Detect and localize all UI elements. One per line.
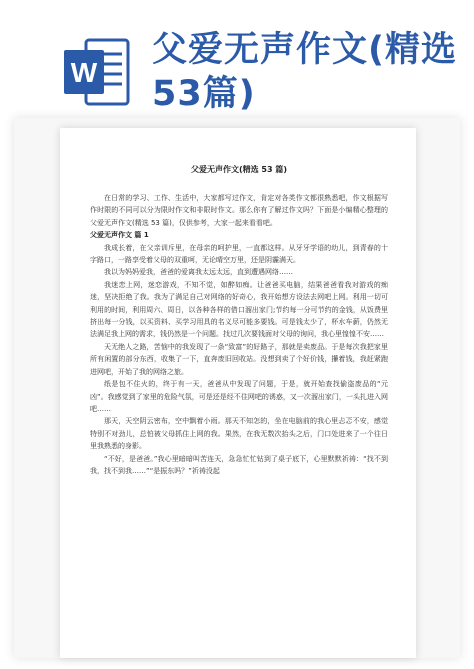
intro-paragraph: 在日常的学习、工作、生活中，大家都写过作文，肯定对各类作文都很熟悉吧，作文根据写作时限的不同可以分为限时作文和非限时作文。那么你有了解过作文吗？下面是小编精心整理的父爱无声作文(精选 53 篇)，仅供参考，大家一起来看看吧。 bbox=[90, 194, 388, 227]
section-title: 父爱无声作文 篇 1 bbox=[90, 231, 149, 240]
word-document-icon bbox=[62, 36, 132, 108]
document-page bbox=[60, 128, 416, 658]
paragraph: 天无绝人之路，苦恼中的我发现了一条“致富”的好路子，那就是卖废品。于是每次我把家里所有闲置的部分东西，收集了一下，直奔废旧回收站。没想到卖了个好价钱，攥着钱，我赶紧跑进网吧，开始了我的网络之旅。 bbox=[90, 342, 388, 376]
paragraph: 我以为妈妈爱我，爸爸的爱离我太远太远，直到遭遇网络…… bbox=[104, 268, 293, 277]
page-heading: 父爱无声作文(精选53篇) bbox=[152, 30, 457, 114]
word-logo-letter: W bbox=[70, 57, 98, 88]
paragraph: 我迷恋上网，迷恋游戏，不知不觉，如醉如痴。让爸爸买电脑，结果爸爸看我对游戏的痴迷，坚决拒绝了我。我为了满足自己对网络的好奇心，我开始想方设法去网吧上网。利用一切可利用的时间，利用周六、周日，以各种各样的借口溜出家门;节约每一分可节约的金钱，从饭费里挤出每一分钱，以买资料、买学习用具的名义尽可能多要钱。可是钱太少了，杯水车薪，仍然无法满足我上网的需求，钱仍然是一个问题。找过几次要钱面对父母的询问，我心里惶惶不安…… bbox=[90, 280, 388, 339]
banner bbox=[0, 0, 474, 130]
paragraph: 那天，天空阴云密布，空中飘着小雨。那天不知怎的，坐在电脑前的我心里忐忑不安，感觉特别不对劲儿，总怕被父母抓住上网的我。果然，在我无数次抬头之后，门口处进来了一个往日里我熟悉的身影。 bbox=[90, 417, 388, 451]
document-body bbox=[90, 164, 388, 477]
document-title: 父爱无声作文(精选 53 篇) bbox=[190, 165, 287, 174]
paragraph: 我成长着，在父亲训斥里，在母亲的呵护里，一直都这样。从牙牙学语的幼儿，到青春的十字路口，一路享受着父母的双重呵，无论晴空万里，还是阴霾满天。 bbox=[90, 243, 388, 265]
paragraph: “不好，是爸爸。”我心里暗暗叫苦连天，急急忙忙钻到了桌子底下，心里默默祈祷：“找不到我，找不到我……”“是振东吗？”祈祷没起 bbox=[90, 454, 388, 475]
paragraph: 纸是包不住火的，终于有一天，爸爸从中发现了问题，于是，就开始查找偷盗废品的“元凶”。我感觉到了家里的危险气氛，可是还是经不住网吧的诱惑，又一次溜出家门，一头扎进入网吧…… bbox=[90, 380, 388, 413]
